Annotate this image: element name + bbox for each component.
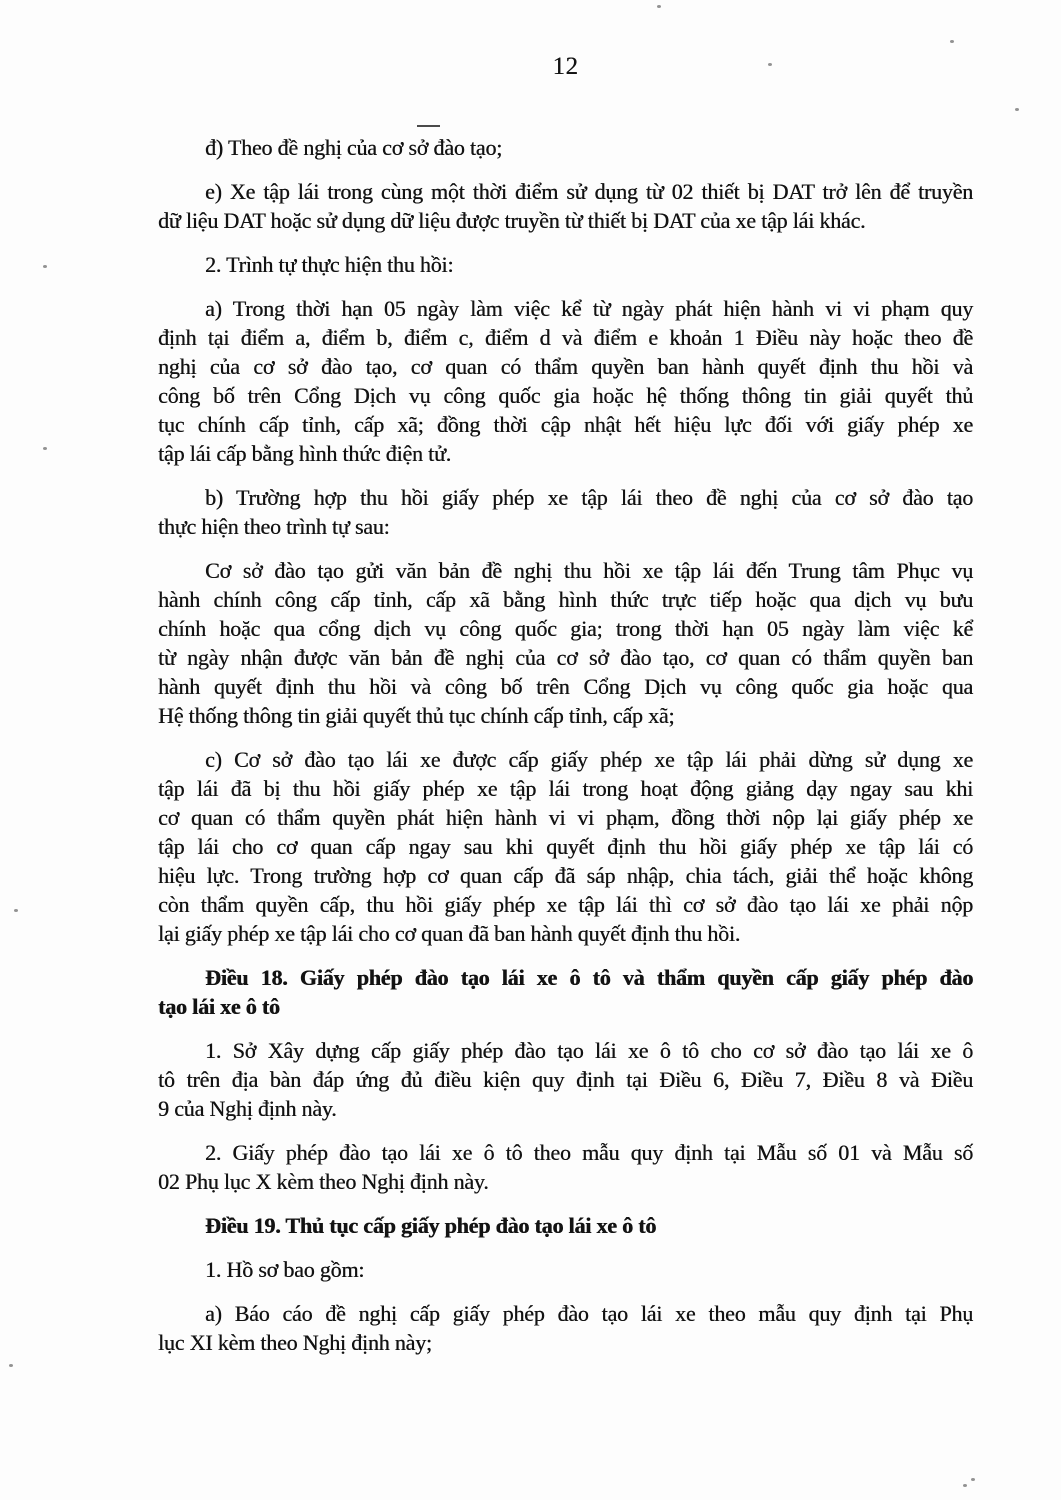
text-line: lại giấy phép xe tập lái cho cơ quan đã ban hành quyết định thu hồi. <box>158 921 741 946</box>
paragraph <box>158 133 973 162</box>
scan-speck <box>963 1484 967 1487</box>
paragraph <box>158 250 973 279</box>
text-line: 02 Phụ lục X kèm theo Nghị định này. <box>158 1169 489 1194</box>
text-line: tập lái đã bị thu hồi giấy phép xe tập lái trong hoạt động giảng dạy ngay sau khi <box>158 776 973 801</box>
text-line: lục XI kèm theo Nghị định này; <box>158 1330 432 1355</box>
paragraph <box>158 1036 973 1123</box>
scan-speck <box>43 447 47 450</box>
text-line: b) Trường hợp thu hồi giấy phép xe tập lái theo đề nghị của cơ sở đào tạo <box>205 485 973 510</box>
text-line: hành quyết định thu hồi và công bố trên Cổng Dịch vụ công quốc gia hoặc qua <box>158 674 973 699</box>
paragraph <box>158 294 973 468</box>
text-line: 1. Sở Xây dựng cấp giấy phép đào tạo lái xe ô tô cho cơ sở đào tạo lái xe ô <box>205 1038 973 1063</box>
text-line: tập lái cấp bằng hình thức điện tử. <box>158 441 451 466</box>
scan-speck <box>14 909 18 912</box>
text-line: Điều 18. Giấy phép đào tạo lái xe ô tô và thẩm quyền cấp giấy phép đào <box>205 965 973 990</box>
text-line: chính hoặc qua cổng dịch vụ công quốc gia; trong thời hạn 05 ngày làm việc kể <box>158 616 973 641</box>
document-body <box>158 133 973 1372</box>
text-line: hành chính công cấp tỉnh, cấp xã bằng hình thức trực tiếp hoặc qua dịch vụ bưu <box>158 587 973 612</box>
text-line: hiệu lực. Trong trường hợp cơ quan cấp đã sáp nhập, chia tách, giải thể hoặc không <box>158 863 973 888</box>
paragraph <box>158 1299 973 1357</box>
scan-speck <box>971 1478 975 1481</box>
text-line: nghị của cơ sở đào tạo, cơ quan có thẩm quyền ban hành quyết định thu hồi và <box>158 354 973 379</box>
text-line: a) Báo cáo đề nghị cấp giấy phép đào tạo lái xe theo mẫu quy định tại Phụ <box>205 1301 973 1326</box>
text-line: tục chính cấp tỉnh, cấp xã; đồng thời cập nhật hết hiệu lực đối với giấy phép xe <box>158 412 973 437</box>
section-heading <box>158 963 973 1021</box>
text-line: tạo lái xe ô tô <box>158 994 280 1019</box>
text-line: Cơ sở đào tạo gửi văn bản đề nghị thu hồi xe tập lái đến Trung tâm Phục vụ <box>205 558 973 583</box>
text-line: thực hiện theo trình tự sau: <box>158 514 390 539</box>
text-line: cơ quan có thẩm quyền phát hiện hành vi vi phạm, đồng thời nộp lại giấy phép xe <box>158 805 973 830</box>
section-heading <box>158 1211 973 1240</box>
scan-artifact-dash <box>417 125 440 127</box>
text-line: Điều 19. Thủ tục cấp giấy phép đào tạo lái xe ô tô <box>205 1213 657 1238</box>
page-number: 12 <box>552 53 579 80</box>
text-line: e) Xe tập lái trong cùng một thời điểm sử dụng từ 02 thiết bị DAT trở lên để truyền <box>205 179 973 204</box>
text-line: c) Cơ sở đào tạo lái xe được cấp giấy phép xe tập lái phải dừng sử dụng xe <box>205 747 973 772</box>
text-line: đ) Theo đề nghị của cơ sở đào tạo; <box>205 135 503 160</box>
text-line: từ ngày nhận được văn bản đề nghị của cơ sở đào tạo, cơ quan có thẩm quyền ban <box>158 645 973 670</box>
text-line: 9 của Nghị định này. <box>158 1096 337 1121</box>
scan-speck <box>9 1364 13 1367</box>
text-line: còn thẩm quyền cấp, thu hồi giấy phép xe tập lái thì cơ sở đào tạo lái xe phải nộp <box>158 892 973 917</box>
paragraph <box>158 1255 973 1284</box>
scan-speck <box>657 5 661 8</box>
paragraph <box>158 483 973 541</box>
text-line: công bố trên Cổng Dịch vụ công quốc gia hoặc hệ thống thông tin giải quyết thủ <box>158 383 973 408</box>
paragraph <box>158 177 973 235</box>
scan-speck <box>950 40 954 43</box>
scan-speck <box>43 265 47 268</box>
scan-speck <box>1015 108 1019 111</box>
text-line: 2. Trình tự thực hiện thu hồi: <box>205 252 454 277</box>
paragraph <box>158 1138 973 1196</box>
scan-speck <box>768 63 772 66</box>
text-line: a) Trong thời hạn 05 ngày làm việc kể từ ngày phát hiện hành vi vi phạm quy <box>205 296 973 321</box>
text-line: tô trên địa bàn đáp ứng đủ điều kiện quy định tại Điều 6, Điều 7, Điều 8 và Điều <box>158 1067 973 1092</box>
text-line: dữ liệu DAT hoặc sử dụng dữ liệu được truyền từ thiết bị DAT của xe tập lái khác. <box>158 208 866 233</box>
text-line: Hệ thống thông tin giải quyết thủ tục chính cấp tỉnh, cấp xã; <box>158 703 675 728</box>
paragraph <box>158 745 973 948</box>
paragraph <box>158 556 973 730</box>
text-line: định tại điểm a, điểm b, điểm c, điểm d và điểm e khoản 1 Điều này hoặc theo đề <box>158 325 973 350</box>
text-line: 2. Giấy phép đào tạo lái xe ô tô theo mẫu quy định tại Mẫu số 01 và Mẫu số <box>205 1140 973 1165</box>
text-line: tập lái cho cơ quan cấp ngay sau khi quyết định thu hồi giấy phép xe tập lái có <box>158 834 973 859</box>
text-line: 1. Hồ sơ bao gồm: <box>205 1257 365 1282</box>
